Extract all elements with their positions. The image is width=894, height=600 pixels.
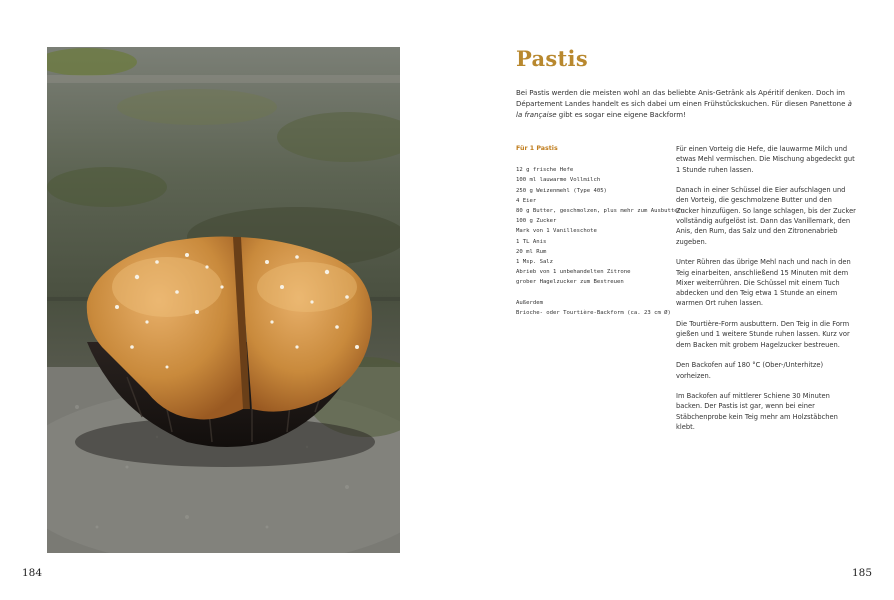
ingredient-item: grober Hagelzucker zum Bestreuen xyxy=(516,279,624,286)
extras-heading: Außerdem xyxy=(516,299,543,306)
ingredient-item: 20 ml Rum xyxy=(516,248,547,255)
ingredient-item: 100 ml lauwarme Vollmilch xyxy=(516,177,601,184)
steps-column xyxy=(676,144,856,443)
ingredient-item: 250 g Weizenmehl (Type 405) xyxy=(516,187,607,194)
pastis-photo xyxy=(47,47,400,553)
intro-text-italic: à la française xyxy=(516,100,852,119)
ingredients-column xyxy=(516,144,685,318)
recipe-intro xyxy=(516,88,856,121)
step-paragraph: Im Backofen auf mittlerer Schiene 30 Minuten backen. Der Pastis ist gar, wenn bei einer Stäbchenprobe kein Teig mehr am Holzstäbchen klebt. xyxy=(676,392,838,432)
ingredient-item: 80 g Butter, geschmolzen, plus mehr zum Ausbuttern xyxy=(516,208,685,215)
ingredient-item: 1 Msp. Salz xyxy=(516,259,554,266)
step-paragraph: Danach in einer Schüssel die Eier aufschlagen und den Vorteig, die geschmolzene Butter und den Zucker hinzufügen. So lange schlagen, bis der Zucker vollständig aufgelöst ist. Dann das Vanillemark, den Anis, den Rum, das Salz und den Zitronenabrieb zugeben. xyxy=(676,186,856,246)
page-number-left: 184 xyxy=(22,567,43,579)
intro-text-part2: gibt es sogar eine eigene Backform! xyxy=(556,111,686,119)
step-paragraph: Für einen Vorteig die Hefe, die lauwarme Milch und etwas Mehl vermischen. Die Mischung abgedeckt gut 1 Stunde ruhen lassen. xyxy=(676,145,855,174)
ingredient-item: 12 g frische Hefe xyxy=(516,167,574,174)
page-number-right: 185 xyxy=(852,567,873,579)
ingredient-item: 1 TL Anis xyxy=(516,238,547,245)
ingredient-item: Mark von 1 Vanilleschote xyxy=(516,228,597,235)
ingredients-list xyxy=(516,165,685,287)
pastis-cake-photo-icon xyxy=(47,47,400,553)
step-paragraph: Unter Rühren das übrige Mehl nach und nach in den Teig einarbeiten, anschließend 15 Minuten mit dem Mixer weiterrühren. Die Schüssel mit einem Tuch abdecken und den Teig etwa 1 Stunde an einem warmen Ort ruhen lassen. xyxy=(676,258,851,308)
intro-text-part1: Bei Pastis werden die meisten wohl an das beliebte Anis-Getränk als Apéritif denken. Doch im Département Landes handelt es sich dabei um einen Frühstückskuchen. Für diesen Panettone xyxy=(516,89,848,108)
extras-item: Brioche- oder Tourtière-Backform (ca. 23 cm Ø) xyxy=(516,310,671,317)
ingredients-heading: Für 1 Pastis xyxy=(516,145,558,152)
step-paragraph: Den Backofen auf 180 °C (Ober-/Unterhitze) vorheizen. xyxy=(676,361,824,380)
ingredient-item: 100 g Zucker xyxy=(516,218,557,225)
ingredient-item: Abrieb von 1 unbehandelten Zitrone xyxy=(516,269,631,276)
recipe-title: Pastis xyxy=(516,46,588,71)
step-paragraph: Die Tourtière-Form ausbuttern. Den Teig in die Form gießen und 1 weitere Stunde ruhen lassen. Kurz vor dem Backen mit grobem Hagelzucker bestreuen. xyxy=(676,320,850,349)
ingredient-item: 4 Eier xyxy=(516,197,537,204)
